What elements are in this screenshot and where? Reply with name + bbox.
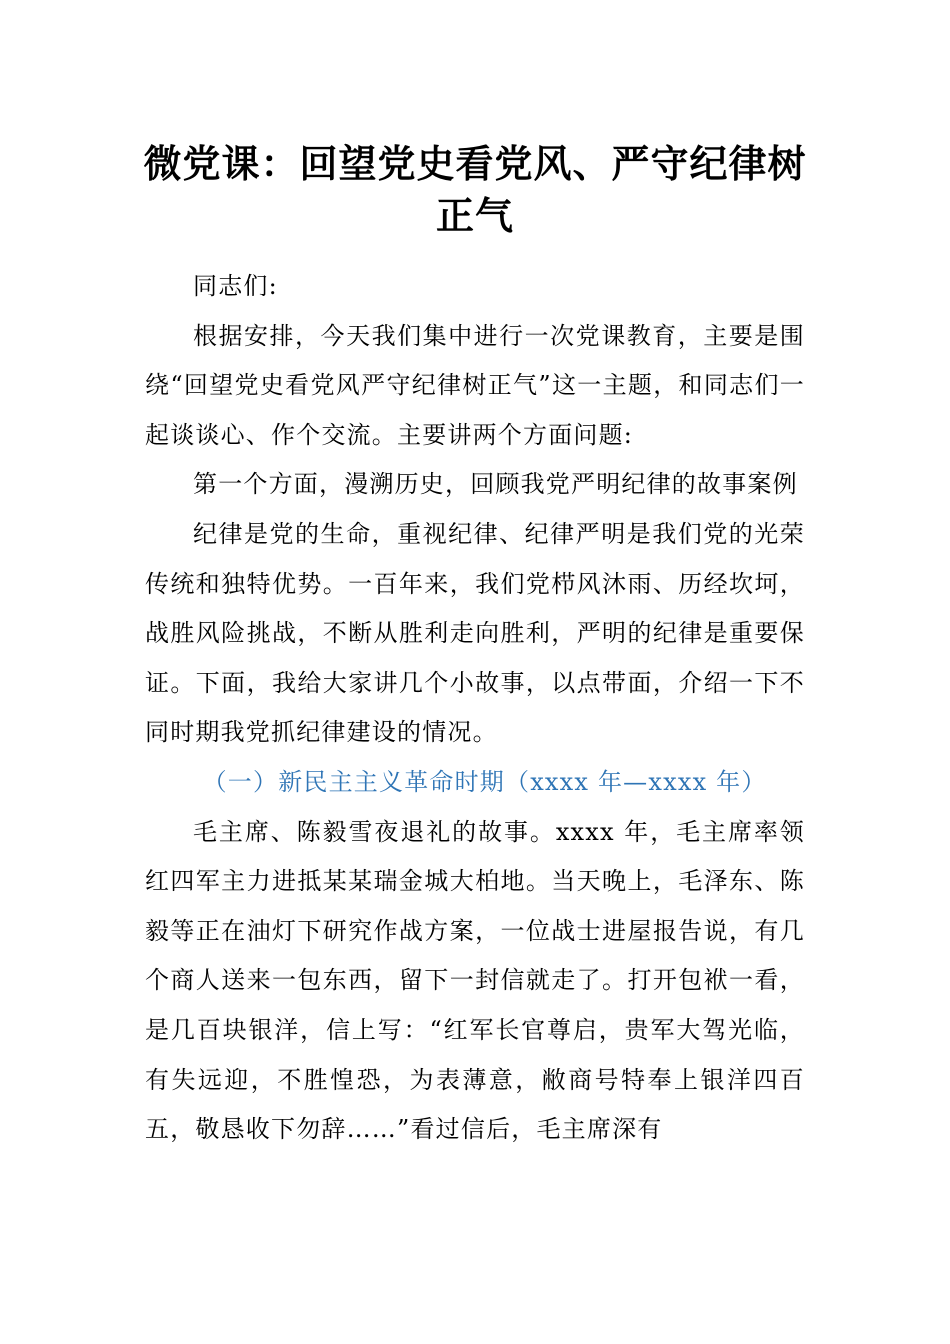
- paragraph-greeting: 同志们:: [193, 272, 278, 300]
- document-body: [145, 262, 805, 1155]
- paragraph-intro: 根据安排，今天我们集中进行一次党课教育，主要是围绕“回望党史看党风严守纪律树正气”这一主题，和同志们一起谈谈心、作个交流。主要讲两个方面问题:: [145, 321, 805, 449]
- paragraph-story: 毛主席、陈毅雪夜退礼的故事。xxxx 年，毛主席率领红四军主力进抵某某瑞金城大柏地。当天晚上，毛泽东、陈毅等正在油灯下研究作战方案，一位战士进屋报告说，有几个商人送来一包东西，留下一封信就走了。打开包袱一看，是几百块银洋，信上写：“红军长官尊启，贵军大驾光临，有失远迎，不胜惶恐，为表薄意，敝商号特奉上银洋四百五，敬恳收下勿辞……”看过信后，毛主席深有: [145, 817, 805, 1144]
- section-heading-new-democratic: （一）新民主主义革命时期（xxxx 年—xxxx 年）: [202, 767, 767, 796]
- document-title: 微党课：回望党史看党风、严守纪律树正气: [143, 141, 807, 238]
- paragraph-section-one: 第一个方面，漫溯历史，回顾我党严明纪律的故事案例: [193, 470, 798, 499]
- paragraph-discipline: 纪律是党的生命，重视纪律、纪律严明是我们党的光荣传统和独特优势。一百年来，我们党栉风沐雨、历经坎坷，战胜风险挑战，不断从胜利走向胜利，严明的纪律是重要保证。下面，我给大家讲几个小故事，以点带面，介绍一下不同时期我党抓纪律建设的情况。: [145, 519, 805, 747]
